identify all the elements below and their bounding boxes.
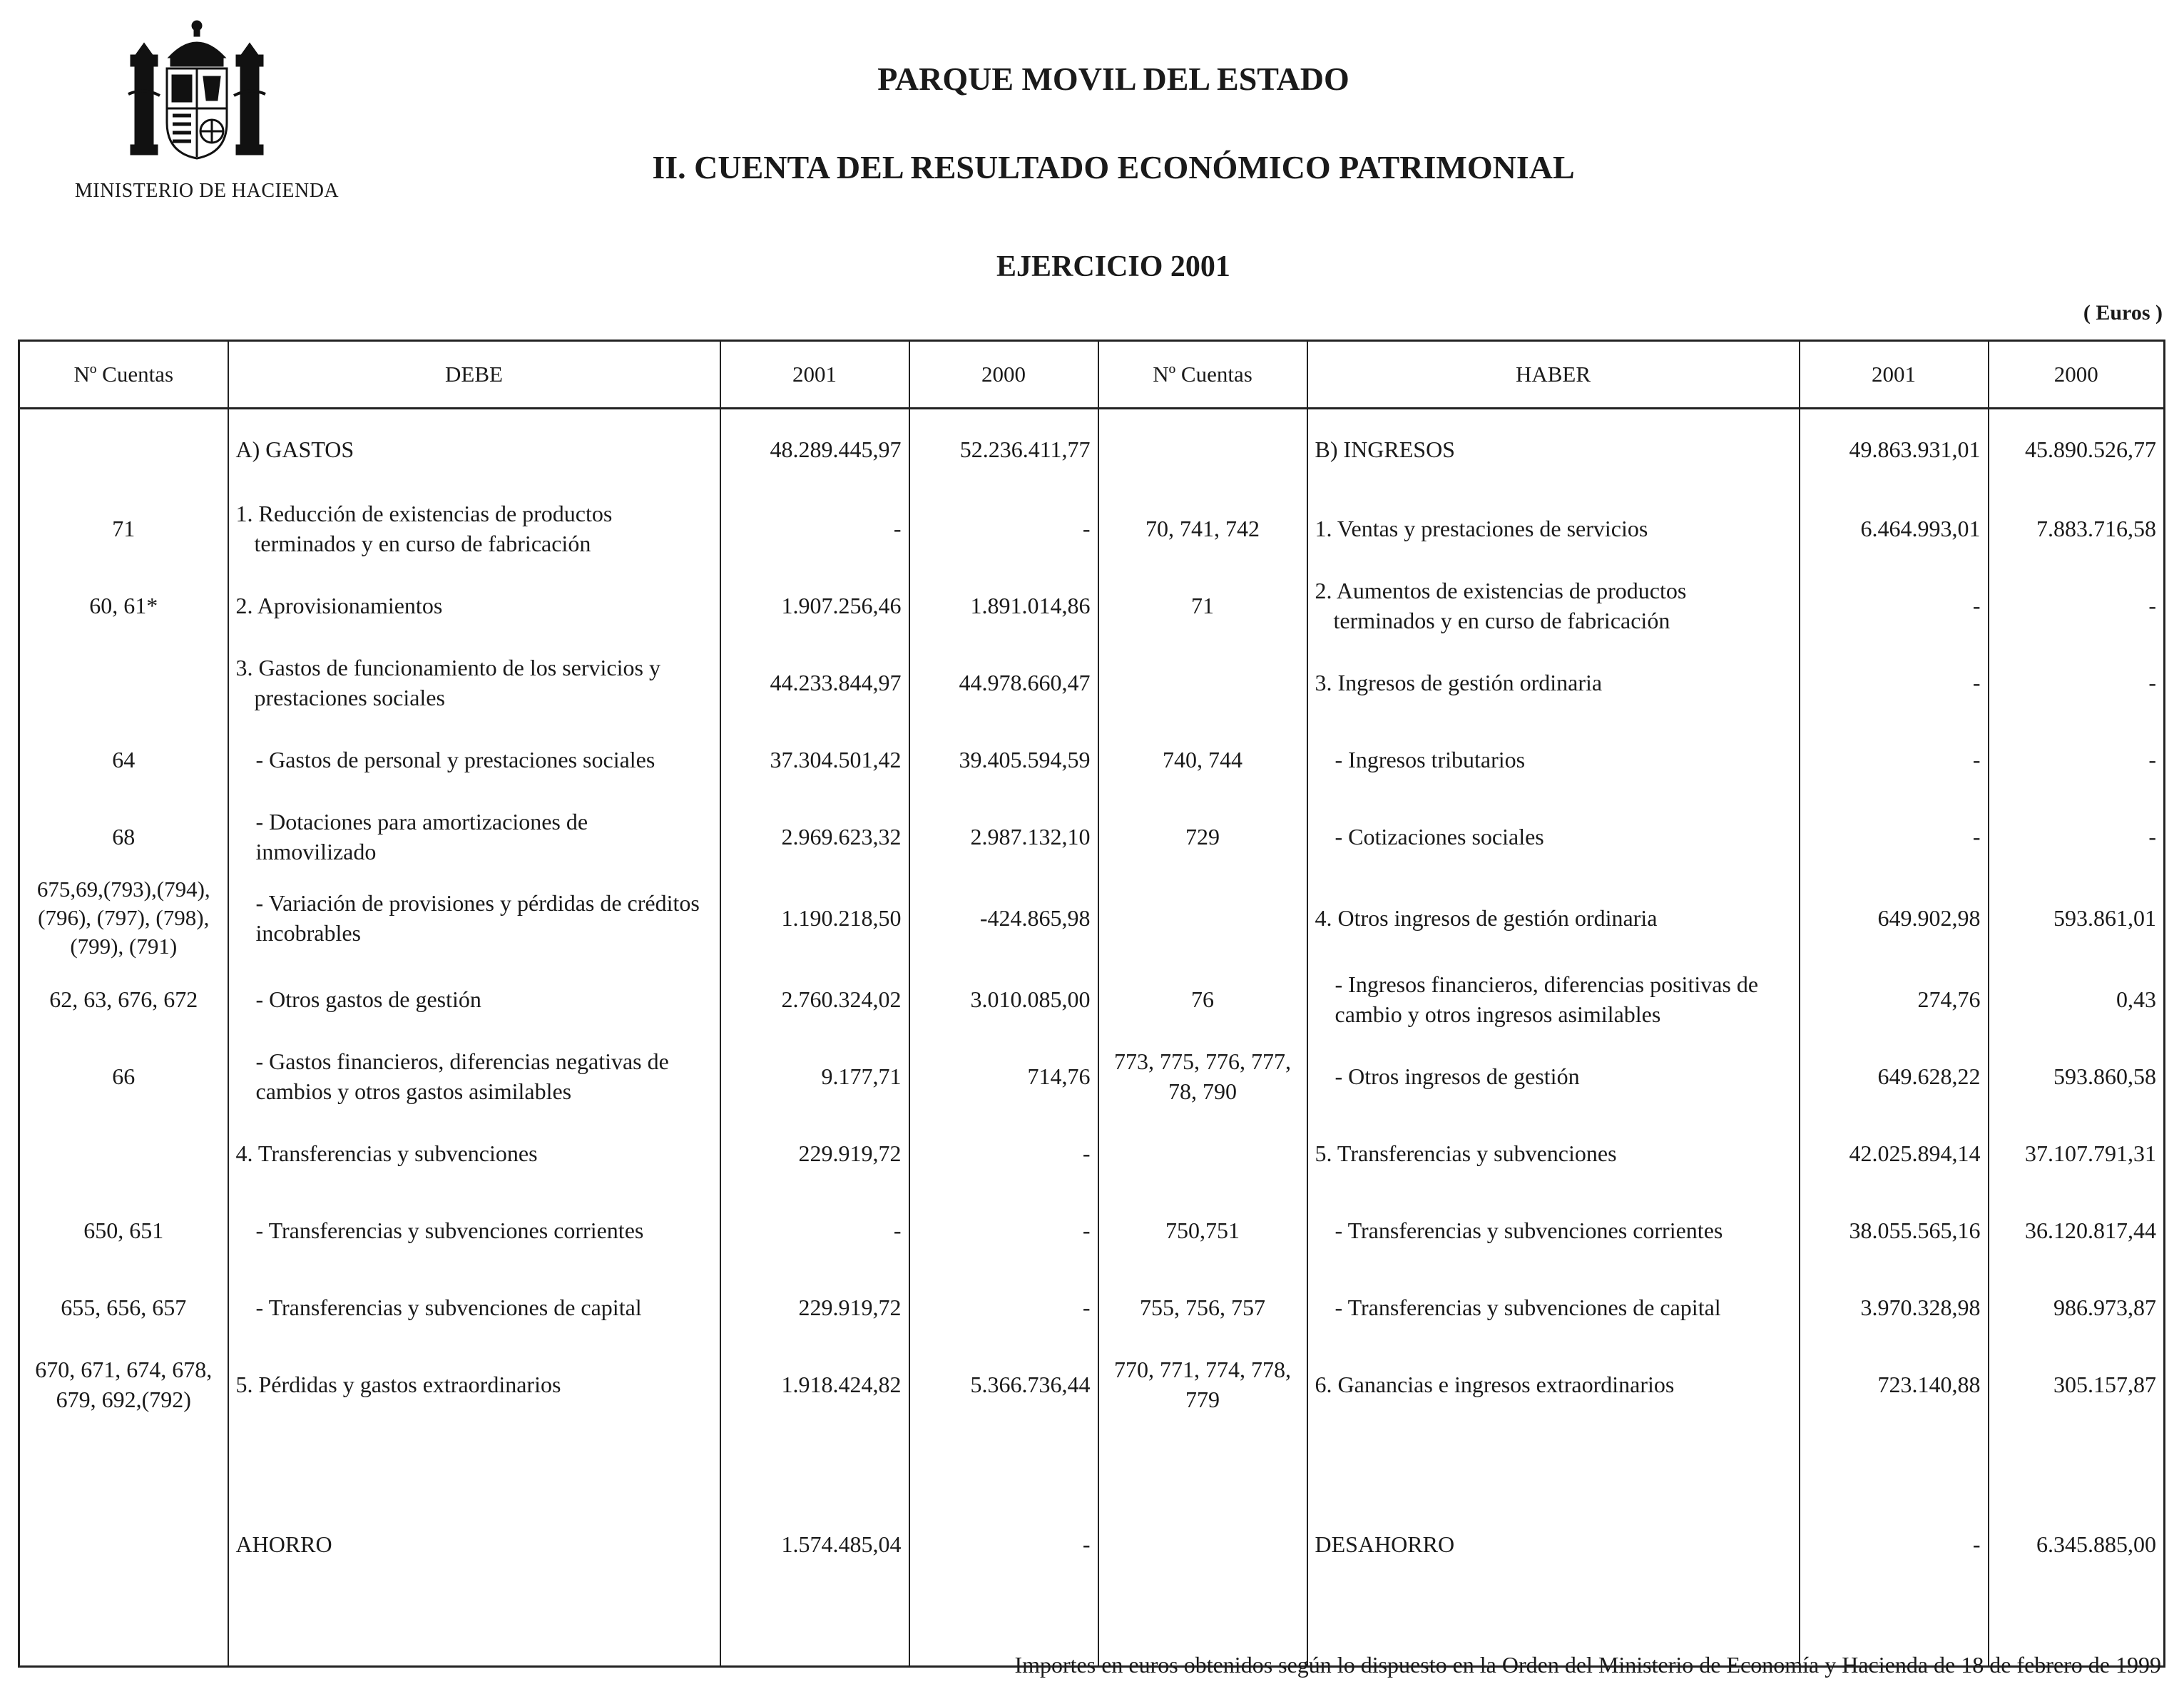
haber-2000: 7.883.716,58 <box>1989 490 2165 567</box>
haber-account <box>1098 875 1307 961</box>
debe-label: - Transferencias y subvenciones corrientes <box>228 1192 720 1269</box>
haber-2000: 6.345.885,00 <box>1989 1501 2165 1587</box>
ahorro-label: AHORRO <box>228 1501 720 1587</box>
debe-label: 5. Pérdidas y gastos extraordinarios <box>228 1346 720 1423</box>
desahorro-label: DESAHORRO <box>1307 1501 1800 1587</box>
debe-2000: - <box>909 490 1098 567</box>
debe-label: 4. Transferencias y subvenciones <box>228 1115 720 1192</box>
debe-2000: 3.010.085,00 <box>909 961 1098 1038</box>
debe-label: - Transferencias y subvenciones de capital <box>228 1269 720 1346</box>
debe-label: 1. Reducción de existencias de productos terminados y en curso de fabricación <box>228 490 720 567</box>
debe-label: - Gastos financieros, diferencias negativas de cambios y otros gastos asimilables <box>228 1038 720 1115</box>
debe-2000: 5.366.736,44 <box>909 1346 1098 1423</box>
debe-2001: 9.177,71 <box>720 1038 909 1115</box>
debe-2000: -424.865,98 <box>909 875 1098 961</box>
col-header-haber-2001: 2001 <box>1800 341 1989 409</box>
haber-account: 750,751 <box>1098 1192 1307 1269</box>
haber-label: - Ingresos financieros, diferencias positivas de cambio y otros ingresos asimilables <box>1307 961 1800 1038</box>
col-header-debe-accounts: Nº Cuentas <box>19 341 228 409</box>
haber-account: 71 <box>1098 567 1307 644</box>
haber-account: 76 <box>1098 961 1307 1038</box>
haber-2000: 593.860,58 <box>1989 1038 2165 1115</box>
units-label: ( Euros ) <box>2083 301 2163 325</box>
debe-label: - Gastos de personal y prestaciones sociales <box>228 721 720 798</box>
debe-2001: 1.190.218,50 <box>720 875 909 961</box>
haber-account: 770, 771, 774, 778, 779 <box>1098 1346 1307 1423</box>
debe-2000: 39.405.594,59 <box>909 721 1098 798</box>
haber-2001: 649.628,22 <box>1800 1038 1989 1115</box>
col-header-haber: HABER <box>1307 341 1800 409</box>
haber-account <box>1098 1115 1307 1192</box>
debe-2000: - <box>909 1115 1098 1192</box>
haber-label: B) INGRESOS <box>1307 409 1800 490</box>
haber-2000: 986.973,87 <box>1989 1269 2165 1346</box>
debe-2001: 229.919,72 <box>720 1115 909 1192</box>
table-row <box>19 644 2165 721</box>
debe-label: - Variación de provisiones y pérdidas de créditos incobrables <box>228 875 720 961</box>
results-table <box>18 340 2165 1668</box>
table-row <box>19 1346 2165 1423</box>
table-row <box>19 1269 2165 1346</box>
debe-2001: 1.918.424,82 <box>720 1346 909 1423</box>
debe-account <box>19 409 228 490</box>
col-header-debe-2000: 2000 <box>909 341 1098 409</box>
debe-account <box>19 1501 228 1587</box>
haber-2000: 45.890.526,77 <box>1989 409 2165 490</box>
debe-account: 66 <box>19 1038 228 1115</box>
haber-label: 4. Otros ingresos de gestión ordinaria <box>1307 875 1800 961</box>
debe-account: 62, 63, 676, 672 <box>19 961 228 1038</box>
debe-2001: 1.574.485,04 <box>720 1501 909 1587</box>
haber-2001: - <box>1800 644 1989 721</box>
debe-account: 670, 671, 674, 678, 679, 692,(792) <box>19 1346 228 1423</box>
haber-account: 729 <box>1098 798 1307 875</box>
haber-label: - Cotizaciones sociales <box>1307 798 1800 875</box>
debe-2001: 44.233.844,97 <box>720 644 909 721</box>
debe-label: - Dotaciones para amortizaciones de inmovilizado <box>228 798 720 875</box>
haber-label: 2. Aumentos de existencias de productos terminados y en curso de fabricación <box>1307 567 1800 644</box>
debe-2001: 2.760.324,02 <box>720 961 909 1038</box>
haber-2000: - <box>1989 721 2165 798</box>
table-row <box>19 721 2165 798</box>
haber-2001: 6.464.993,01 <box>1800 490 1989 567</box>
debe-2001: 2.969.623,32 <box>720 798 909 875</box>
haber-label: 1. Ventas y prestaciones de servicios <box>1307 490 1800 567</box>
haber-label: 6. Ganancias e ingresos extraordinarios <box>1307 1346 1800 1423</box>
haber-2001: - <box>1800 1501 1989 1587</box>
haber-2000: 305.157,87 <box>1989 1346 2165 1423</box>
table-row <box>19 798 2165 875</box>
col-header-debe-2001: 2001 <box>720 341 909 409</box>
debe-2000: 1.891.014,86 <box>909 567 1098 644</box>
haber-2001: 49.863.931,01 <box>1800 409 1989 490</box>
haber-label: 3. Ingresos de gestión ordinaria <box>1307 644 1800 721</box>
page-subtitle: II. CUENTA DEL RESULTADO ECONÓMICO PATRIMONIAL <box>652 149 1575 185</box>
ministry-name: MINISTERIO DE HACIENDA <box>74 180 340 202</box>
haber-account: 740, 744 <box>1098 721 1307 798</box>
haber-label: - Otros ingresos de gestión <box>1307 1038 1800 1115</box>
haber-2001: - <box>1800 567 1989 644</box>
spacer-row <box>19 1423 2165 1501</box>
table-header-row <box>19 341 2165 409</box>
debe-label: - Otros gastos de gestión <box>228 961 720 1038</box>
debe-account <box>19 644 228 721</box>
debe-2001: 229.919,72 <box>720 1269 909 1346</box>
table-row <box>19 961 2165 1038</box>
haber-account <box>1098 644 1307 721</box>
debe-2001: - <box>720 1192 909 1269</box>
haber-2000: - <box>1989 798 2165 875</box>
haber-2001: - <box>1800 721 1989 798</box>
table-row <box>19 1192 2165 1269</box>
haber-2000: - <box>1989 644 2165 721</box>
haber-2001: 38.055.565,16 <box>1800 1192 1989 1269</box>
haber-label: - Transferencias y subvenciones de capital <box>1307 1269 1800 1346</box>
table-row <box>19 490 2165 567</box>
table-row <box>19 1038 2165 1115</box>
debe-label: 3. Gastos de funcionamiento de los servicios y prestaciones sociales <box>228 644 720 721</box>
haber-2000: 593.861,01 <box>1989 875 2165 961</box>
table-row <box>19 409 2165 490</box>
haber-account: 755, 756, 757 <box>1098 1269 1307 1346</box>
page-title: PARQUE MOVIL DEL ESTADO <box>877 61 1349 97</box>
haber-2001: 274,76 <box>1800 961 1989 1038</box>
haber-2001: 42.025.894,14 <box>1800 1115 1989 1192</box>
haber-2000: - <box>1989 567 2165 644</box>
col-header-debe: DEBE <box>228 341 720 409</box>
debe-2001: 37.304.501,42 <box>720 721 909 798</box>
debe-2000: 52.236.411,77 <box>909 409 1098 490</box>
col-header-haber-accounts: Nº Cuentas <box>1098 341 1307 409</box>
debe-2000: - <box>909 1192 1098 1269</box>
haber-label: 5. Transferencias y subvenciones <box>1307 1115 1800 1192</box>
debe-account: 675,69,(793),(794), (796), (797), (798), (799), (791) <box>19 875 228 961</box>
haber-account: 773, 775, 776, 777, 78, 790 <box>1098 1038 1307 1115</box>
debe-2000: - <box>909 1269 1098 1346</box>
haber-2000: 36.120.817,44 <box>1989 1192 2165 1269</box>
haber-account: 70, 741, 742 <box>1098 490 1307 567</box>
haber-label: - Ingresos tributarios <box>1307 721 1800 798</box>
debe-2001: - <box>720 490 909 567</box>
debe-2000: 2.987.132,10 <box>909 798 1098 875</box>
debe-account: 60, 61* <box>19 567 228 644</box>
debe-2000: 44.978.660,47 <box>909 644 1098 721</box>
debe-account: 650, 651 <box>19 1192 228 1269</box>
footnote: Importes en euros obtenidos según lo dispuesto en la Orden del Ministerio de Economía y Hacienda de 18 de febrero de 1999 <box>1014 1652 2161 1678</box>
debe-label: 2. Aprovisionamientos <box>228 567 720 644</box>
haber-label: - Transferencias y subvenciones corrientes <box>1307 1192 1800 1269</box>
debe-2001: 1.907.256,46 <box>720 567 909 644</box>
debe-account: 655, 656, 657 <box>19 1269 228 1346</box>
haber-account <box>1098 409 1307 490</box>
debe-2000: - <box>909 1501 1098 1587</box>
debe-account <box>19 1115 228 1192</box>
table-row <box>19 875 2165 961</box>
table-row <box>19 1115 2165 1192</box>
debe-account: 68 <box>19 798 228 875</box>
haber-account <box>1098 1501 1307 1587</box>
debe-2001: 48.289.445,97 <box>720 409 909 490</box>
haber-2001: 723.140,88 <box>1800 1346 1989 1423</box>
table-row <box>19 1501 2165 1587</box>
table-row <box>19 567 2165 644</box>
debe-2000: 714,76 <box>909 1038 1098 1115</box>
haber-2001: - <box>1800 798 1989 875</box>
haber-2001: 649.902,98 <box>1800 875 1989 961</box>
haber-2000: 37.107.791,31 <box>1989 1115 2165 1192</box>
col-header-haber-2000: 2000 <box>1989 341 2165 409</box>
haber-2000: 0,43 <box>1989 961 2165 1038</box>
haber-2001: 3.970.328,98 <box>1800 1269 1989 1346</box>
debe-account: 64 <box>19 721 228 798</box>
debe-account: 71 <box>19 490 228 567</box>
exercise-label: EJERCICIO 2001 <box>996 250 1230 283</box>
debe-label: A) GASTOS <box>228 409 720 490</box>
